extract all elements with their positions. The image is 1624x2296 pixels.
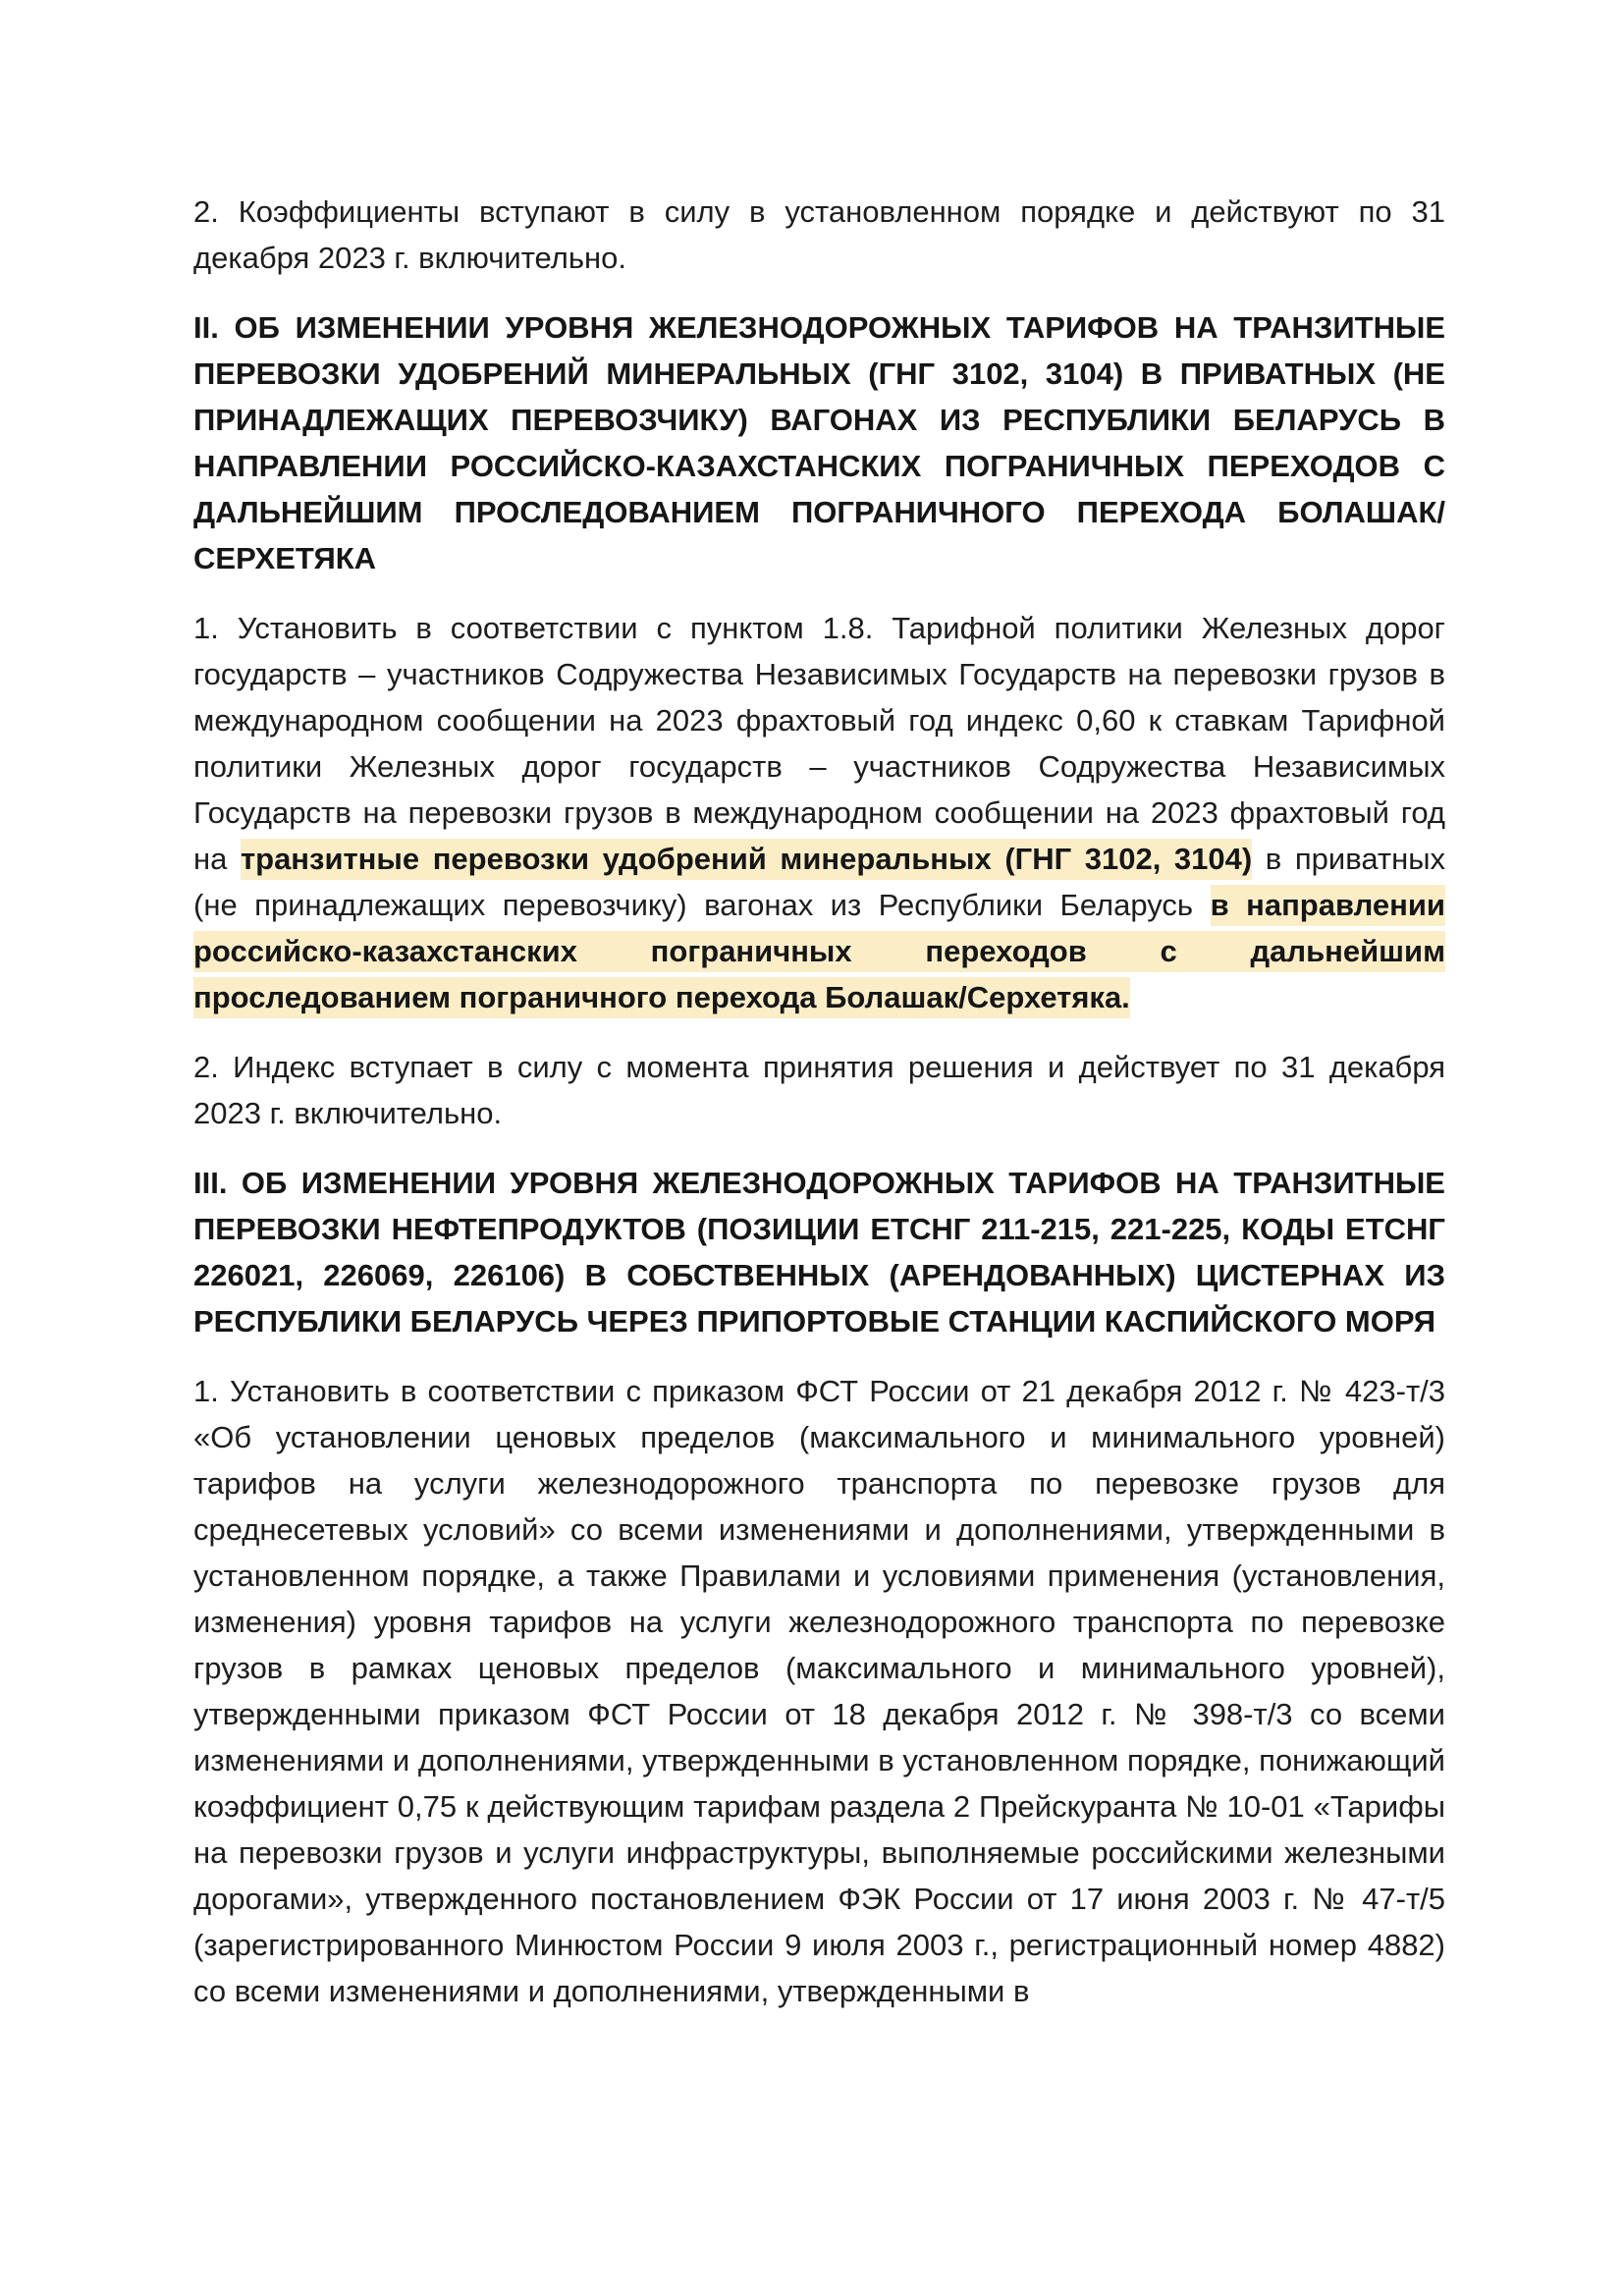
clause-iii-1-coefficient: 1. Установить в соответствии с приказом ФСТ России от 21 декабря 2012 г. № 423-т/3 «Об установлении ценовых пределов (максимального и минимального уровней) тарифов на услуги железнодорожного транспорта по перевозке грузов для среднесетевых условий» со всеми изменениями и дополнениями, утвержденными в установленном порядке, а также Правилами и условиями применения (установления, изменения) уровня тарифов на услуги железнодорожного транспорта по перевозке грузов в рамках ценовых пределов (максимального и минимального уровней), утвержденными приказом ФСТ России от 18 декабря 2012 г. № 398-т/3 со всеми изменениями и дополнениями, утвержденными в установленном порядке, понижающий коэффициент 0,75 к действующим тарифам раздела 2 Прейскуранта № 10-01 «Тарифы на перевозки грузов и услуги инфраструктуры, выполняемые российскими железными дорогами», утвержденного постановлением ФЭК России от 17 июня 2003 г. № 47-т/5 (зарегистрированного Минюстом России 9 июля 2003 г., регистрационный номер 4882) со всеми изменениями и дополнениями, утвержденными в (193, 1374, 1445, 2008)
highlight-fertilizers-transit: транзитные перевозки удобрений минеральных (ГНГ 3102, 3104) (241, 839, 1252, 880)
clause-ii-1-text-middle: в приватных (не принадлежащих перевозчику) вагонах из Республики Беларусь (193, 842, 1445, 922)
clause-ii-1-text-start: 1. Установить в соответствии с пунктом 1.8. Тарифной политики Железных дорог государств – участников Содружества Независимых Государств на перевозки грузов в международном сообщении на 2023 фрахтовый год индекс 0,60 к ставкам Тарифной политики Железных дорог государств – участников Содружества Независимых Государств на перевозки грузов в международном сообщении на 2023 фрахтовый год на (193, 611, 1445, 876)
clause-ii-1-index (193, 605, 1445, 1020)
highlight-border-crossings-route: в направлении российско-казахстанских пограничных переходов с дальнейшим проследованием пограничного перехода Болашак/Серхетяка. (193, 885, 1445, 1018)
clause-ii-2-index-validity: 2. Индекс вступает в силу с момента принятия решения и действует по 31 декабря 2023 г. включительно. (193, 1050, 1445, 1130)
section-ii-heading: II. ОБ ИЗМЕНЕНИИ УРОВНЯ ЖЕЛЕЗНОДОРОЖНЫХ ТАРИФОВ НА ТРАНЗИТНЫЕ ПЕРЕВОЗКИ УДОБРЕНИЙ МИНЕРАЛЬНЫХ (ГНГ 3102, 3104) В ПРИВАТНЫХ (НЕ ПРИНАДЛЕЖАЩИХ ПЕРЕВОЗЧИКУ) ВАГОНАХ ИЗ РЕСПУБЛИКИ БЕЛАРУСЬ В НАПРАВЛЕНИИ РОССИЙСКО-КАЗАХСТАНСКИХ ПОГРАНИЧНЫХ ПЕРЕХОДОВ С ДАЛЬНЕЙШИМ ПРОСЛЕДОВАНИЕМ ПОГРАНИЧНОГО ПЕРЕХОДА БОЛАШАК/СЕРХЕТЯКА (193, 310, 1445, 575)
section-iii-heading: III. ОБ ИЗМЕНЕНИИ УРОВНЯ ЖЕЛЕЗНОДОРОЖНЫХ ТАРИФОВ НА ТРАНЗИТНЫЕ ПЕРЕВОЗКИ НЕФТЕПРОДУКТОВ (ПОЗИЦИИ ЕТСНГ 211-215, 221-225, КОДЫ ЕТСНГ 226021, 226069, 226106) В СОБСТВЕННЫХ (АРЕНДОВАННЫХ) ЦИСТЕРНАХ ИЗ РЕСПУБЛИКИ БЕЛАРУСЬ ЧЕРЕЗ ПРИПОРТОВЫЕ СТАНЦИИ КАСПИЙСКОГО МОРЯ (193, 1166, 1445, 1339)
clause-ii-coefficients-validity: 2. Коэффициенты вступают в силу в установленном порядке и действуют по 31 декабря 2023 г. включительно. (193, 194, 1445, 275)
